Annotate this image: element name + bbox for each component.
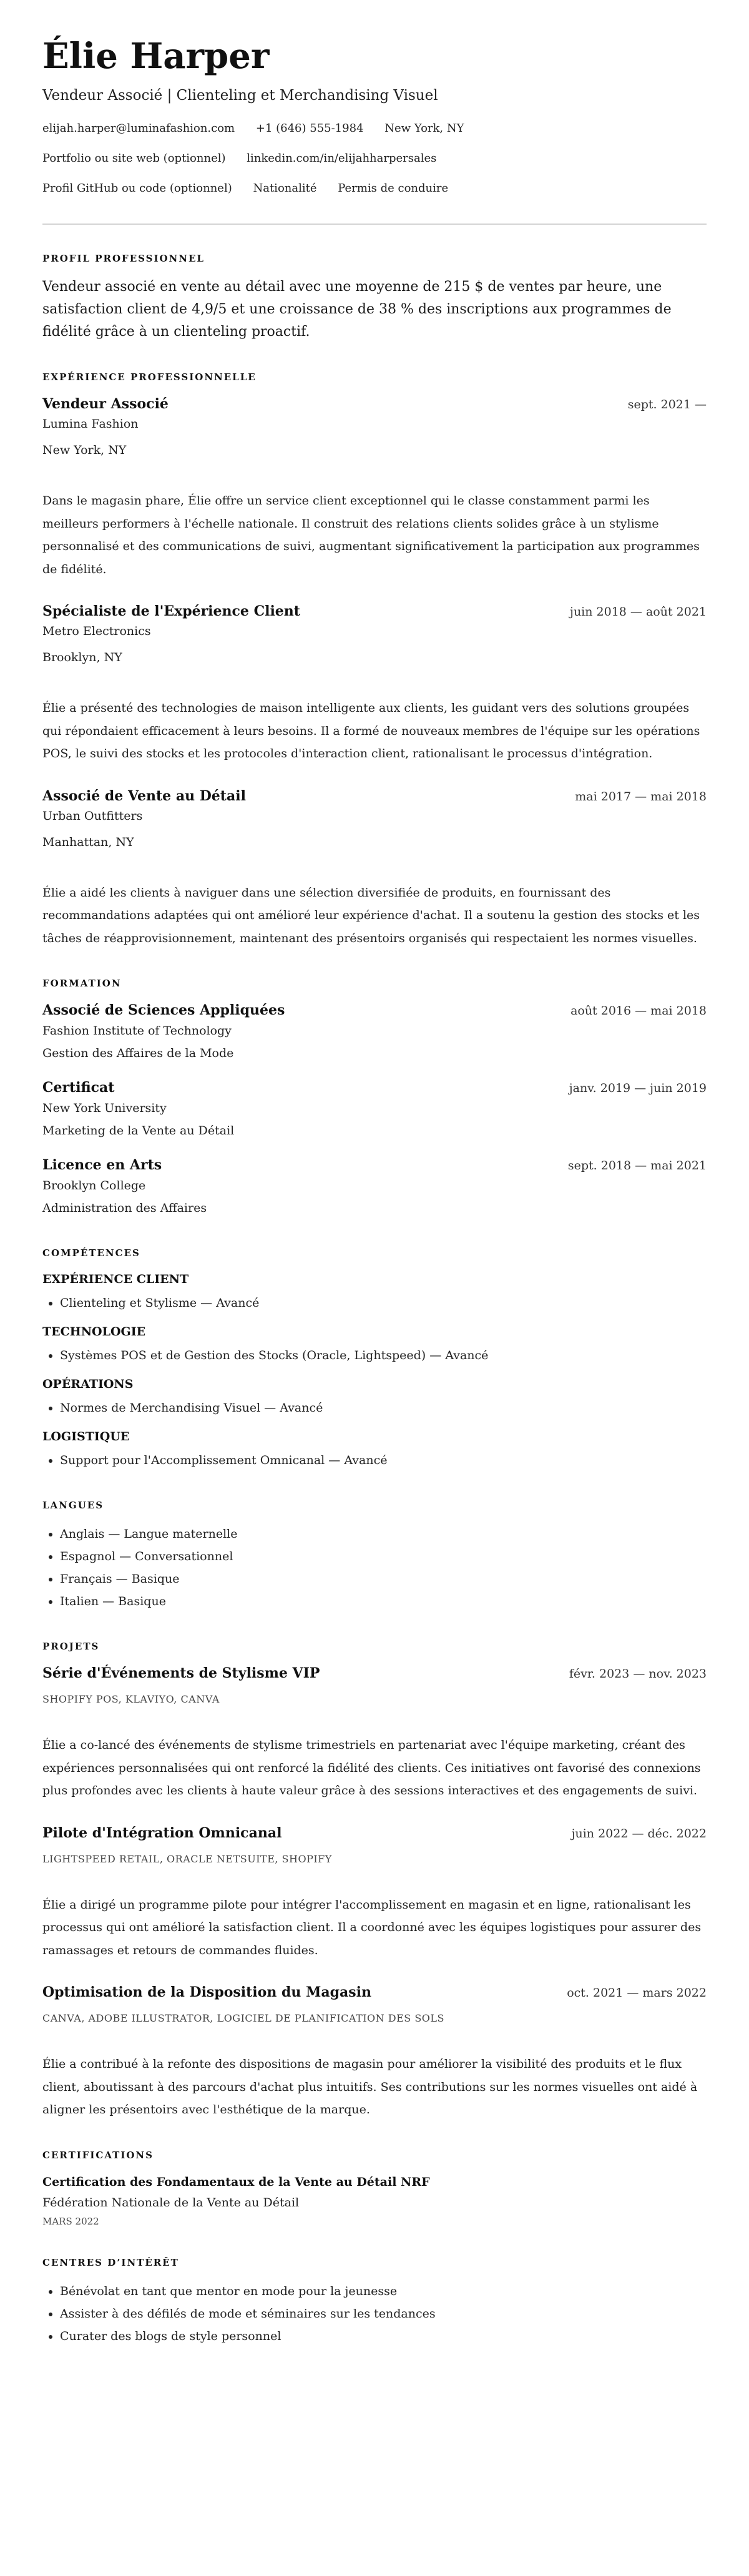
job-title: Associé de Vente au Détail [42, 787, 246, 804]
project-date: oct. 2021 — mars 2022 [567, 1986, 707, 2000]
section-education [42, 977, 707, 1219]
field-of-study: Gestion des Affaires de la Mode [42, 1046, 234, 1060]
school: Brooklyn College [42, 1179, 146, 1192]
job-date: sept. 2021 — [627, 398, 707, 411]
skill-item: • Support pour l'Accomplissement Omnicanal — Avancé [60, 1449, 707, 1472]
section-title: PROFIL PROFESSIONNEL [42, 253, 205, 264]
contact-location: New York, NY [384, 122, 464, 135]
section-title: COMPÉTENCES [42, 1247, 140, 1259]
section-interests [42, 2256, 707, 2347]
job-description: Élie a présenté des technologies de maison intelligente aux clients, les guidant vers des solutions groupées qui répondaient efficacement à leurs besoins. Il a formé de nouveaux membres de l'équipe sur les opérations POS, le suivi des stocks et les protocoles d'interaction client, rationalisant le processus d'intégration. [42, 701, 700, 760]
section-title: CENTRES D’INTÉRÊT [42, 2256, 179, 2268]
project-date: févr. 2023 — nov. 2023 [569, 1667, 707, 1681]
skill-item: • Normes de Merchandising Visuel — Avancé [60, 1397, 707, 1419]
summary-text: Vendeur associé en vente au détail avec une moyenne de 215 $ de ventes par heure, une satisfaction client de 4,9/5 et une croissance de 38 % des inscriptions aux programmes de fidélité grâce à un clienteling proactif. [42, 279, 672, 340]
project-title: Série d'Événements de Stylisme VIP [42, 1665, 320, 1681]
project-description: Élie a dirigé un programme pilote pour intégrer l'accomplissement en magasin et en ligne, rationalisant les processus qui ont amélioré la satisfaction client. Il a coordonné avec les équipes logistiques pour assurer des ramassages et retours de commandes fluides. [42, 1897, 702, 1957]
project-title: Optimisation de la Disposition du Magasin [42, 1984, 371, 2000]
section-title: EXPÉRIENCE PROFESSIONNELLE [42, 371, 257, 383]
project-entry [42, 1824, 707, 1962]
job-date: mai 2017 — mai 2018 [575, 789, 707, 804]
project-entry [42, 1664, 707, 1802]
job-company: Urban Outfitters [42, 809, 143, 823]
education-date: août 2016 — mai 2018 [570, 1004, 707, 1018]
job-location: Brooklyn, NY [42, 651, 122, 664]
section-title: CERTIFICATIONS [42, 2149, 154, 2161]
interest-item: • Assister à des défilés de mode et séminaires sur les tendances [60, 2303, 707, 2325]
education-date: janv. 2019 — juin 2019 [569, 1081, 707, 1095]
job-description: Élie a aidé les clients à naviguer dans une sélection diversifiée de produits, en fournissant des recommandations adaptées qui ont amélioré leur expérience d'achat. Il a soutenu la gestion des stocks et les tâches de réapprovisionnement, maintenant des présentoirs organisés qui respectaient les normes visuelles. [42, 885, 700, 945]
section-certifications [42, 2149, 707, 2229]
section-languages [42, 1499, 707, 1613]
section-summary [42, 252, 707, 343]
certification-issuer: Fédération Nationale de la Vente au Détail [42, 2195, 300, 2210]
contact-email[interactable]: elijah.harper@luminafashion.com [42, 122, 235, 135]
job-company: Metro Electronics [42, 624, 151, 638]
experience-entry [42, 395, 707, 581]
project-date: juin 2022 — déc. 2022 [571, 1826, 707, 1841]
skill-category: LOGISTIQUE [42, 1430, 130, 1443]
contact-nationality: Nationalité [253, 182, 317, 195]
candidate-name: Élie Harper [42, 36, 270, 77]
education-entry [42, 1001, 707, 1064]
field-of-study: Administration des Affaires [42, 1201, 207, 1215]
project-entry [42, 1983, 707, 2121]
certification-name: Certification des Fondamentaux de la Vente au Détail NRF [42, 2175, 430, 2189]
contact-row [42, 121, 707, 136]
job-company: Lumina Fashion [42, 417, 139, 431]
project-description: Élie a contribué à la refonte des dispositions de magasin pour améliorer la visibilité des produits et le flux client, aboutissant à des parcours d'achat plus intuitifs. Ses contributions sur les normes visuelles ont aidé à aligner les présentoirs avec l'esthétique de la marque. [42, 2057, 698, 2116]
section-title: LANGUES [42, 1500, 104, 1511]
interest-item: • Curater des blogs de style personnel [60, 2325, 707, 2347]
language-item: • Italien — Basique [60, 1590, 707, 1613]
school: Fashion Institute of Technology [42, 1024, 232, 1038]
candidate-headline: Vendeur Associé | Clienteling et Merchandising Visuel [42, 87, 438, 104]
interest-item: • Bénévolat en tant que mentor en mode pour la jeunesse [60, 2280, 707, 2303]
section-title: FORMATION [42, 978, 122, 989]
job-description: Dans le magasin phare, Élie offre un service client exceptionnel qui le classe constamment parmi les meilleurs performers à l'échelle nationale. Il construit des relations clients solides grâce à un stylisme personnalisé et des communications de suivi, augmentant significativement la participation aux programmes de fidélité. [42, 494, 700, 576]
project-title: Pilote d'Intégration Omnicanal [42, 1824, 282, 1841]
language-item: • Français — Basique [60, 1568, 707, 1590]
skill-item: • Systèmes POS et de Gestion des Stocks (Oracle, Lightspeed) — Avancé [60, 1344, 707, 1367]
section-skills [42, 1247, 707, 1472]
education-entry [42, 1078, 707, 1142]
experience-entry [42, 787, 707, 950]
job-location: Manhattan, NY [42, 835, 134, 849]
contact-driving-license: Permis de conduire [338, 182, 449, 195]
contact-linkedin[interactable]: linkedin.com/in/elijahharpersales [247, 152, 437, 165]
skill-category: TECHNOLOGIE [42, 1325, 146, 1339]
field-of-study: Marketing de la Vente au Détail [42, 1124, 235, 1138]
certification-date: MARS 2022 [42, 2215, 99, 2227]
skill-item: • Clienteling et Stylisme — Avancé [60, 1292, 707, 1314]
project-tech: LIGHTSPEED RETAIL, ORACLE NETSUITE, SHOPIFY [42, 1852, 332, 1865]
job-date: juin 2018 — août 2021 [570, 605, 707, 619]
resume-header [42, 35, 707, 196]
language-item: • Anglais — Langue maternelle [60, 1523, 707, 1545]
project-tech: CANVA, ADOBE ILLUSTRATOR, LOGICIEL DE PLANIFICATION DES SOLS [42, 2012, 444, 2024]
contact-github[interactable]: Profil GitHub ou code (optionnel) [42, 182, 232, 195]
job-location: New York, NY [42, 443, 127, 457]
degree: Associé de Sciences Appliquées [42, 1002, 285, 1018]
education-entry [42, 1156, 707, 1219]
degree: Licence en Arts [42, 1157, 162, 1173]
experience-entry [42, 602, 707, 765]
contact-phone[interactable]: +1 (646) 555-1984 [255, 122, 364, 135]
project-description: Élie a co-lancé des événements de stylisme trimestriels en partenariat avec l'équipe marketing, créant des expériences personnalisées qui ont renforcé la fidélité des clients. Ces initiatives ont favorisé des connexions plus profondes avec les clients à haute valeur grâce à des sessions interactives et des engagements de suivi. [42, 1738, 701, 1797]
header-divider [42, 224, 707, 225]
degree: Certificat [42, 1079, 115, 1096]
section-title: PROJETS [42, 1641, 100, 1652]
section-projects [42, 1640, 707, 2121]
language-item: • Espagnol — Conversationnel [60, 1545, 707, 1568]
certification-entry [42, 2173, 707, 2229]
project-tech: SHOPIFY POS, KLAVIYO, CANVA [42, 1693, 220, 1705]
job-title: Spécialiste de l'Expérience Client [42, 603, 300, 619]
education-date: sept. 2018 — mai 2021 [567, 1159, 707, 1172]
contact-portfolio[interactable]: Portfolio ou site web (optionnel) [42, 152, 226, 165]
job-title: Vendeur Associé [42, 396, 169, 412]
section-experience [42, 371, 707, 950]
skill-category: OPÉRATIONS [42, 1377, 134, 1391]
contact-row [42, 181, 707, 196]
school: New York University [42, 1101, 167, 1115]
skill-category: EXPÉRIENCE CLIENT [42, 1272, 189, 1286]
contact-row [42, 151, 707, 166]
